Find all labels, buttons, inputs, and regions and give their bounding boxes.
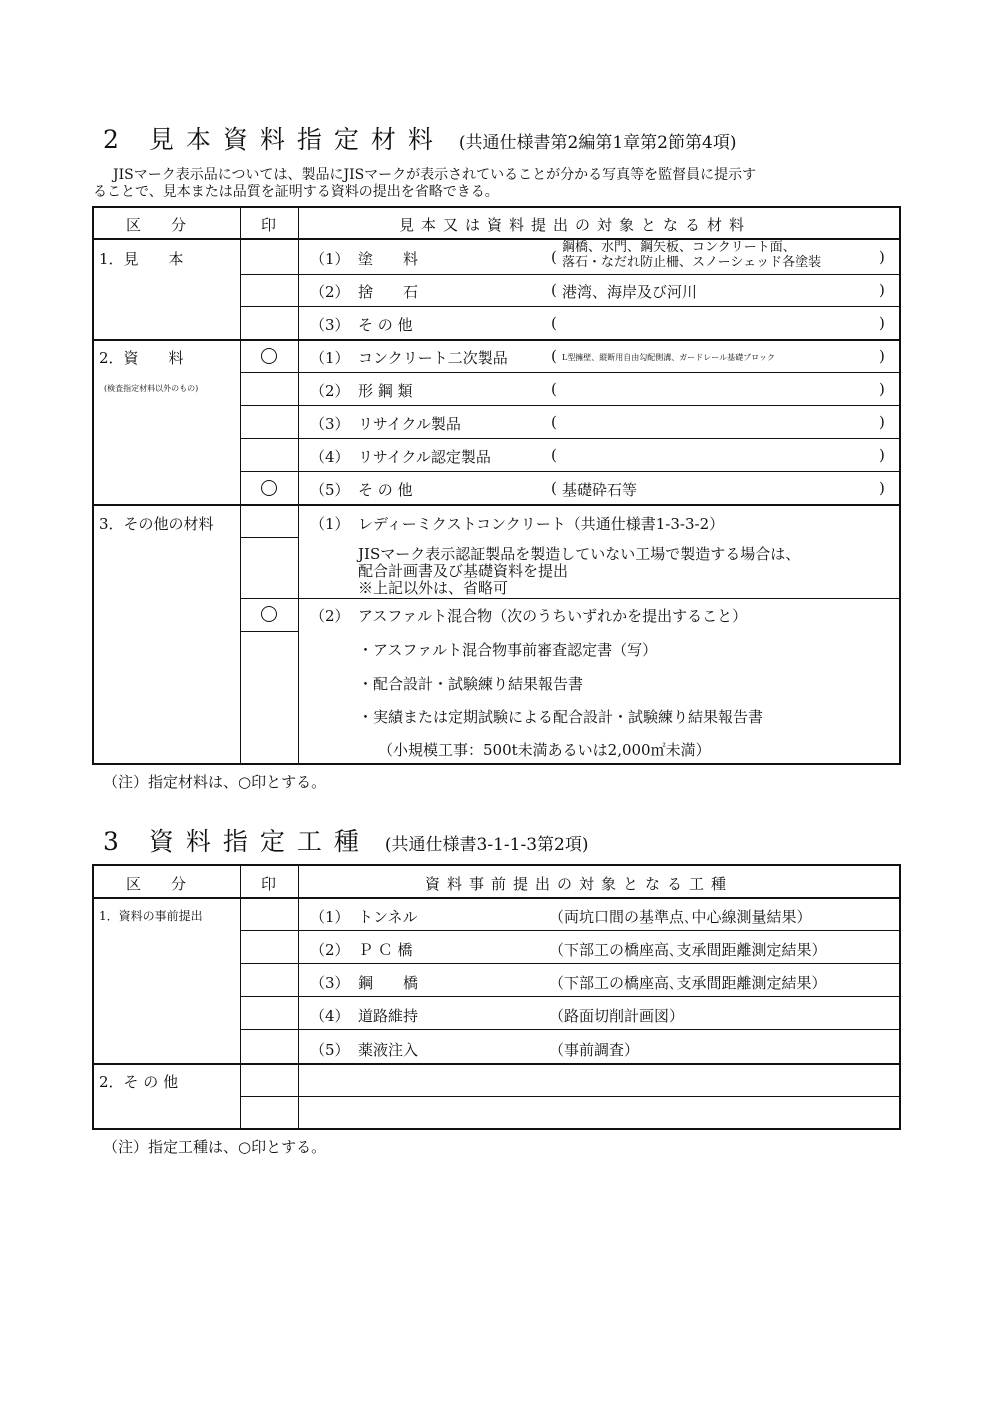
paren-right: ) [879,281,885,299]
row-number: （1） [310,349,350,367]
row-number: （2） [310,607,350,625]
circle-mark-icon [261,606,277,622]
section3-footnote: （注）指定工種は、○印とする。 [103,1138,327,1156]
paren-right: ) [879,314,885,332]
paren-left: ( [551,248,557,266]
row-number: （3） [310,316,350,334]
row-label: アスファルト混合物（次のうちいずれかを提出すること） [358,607,748,625]
bullet-item: ・実績または定期試験による配合設計・試験練り結果報告書 [358,708,764,726]
row-detail: 基礎砕石等 [562,481,638,499]
section2-title: 見本資料指定材料 [148,125,445,154]
row-number: （4） [310,448,350,466]
paren-left: ( [551,347,557,365]
group-mihon: 1．見 本 [99,250,184,268]
section2-number: 2 [103,125,131,154]
circle-mark-icon [261,348,277,364]
paren-left: ( [551,413,557,431]
paren-right: ) [879,380,885,398]
group-shiryo-sub: (検査指定材料以外のもの) [104,384,199,393]
paren-left: ( [551,446,557,464]
group-sonota: 3．その他の材料 [99,515,214,533]
bullet-item: ・アスファルト混合物事前審査認定書（写） [358,641,658,659]
paren-left: ( [551,281,557,299]
paren-left: ( [551,479,557,497]
bullet-note: （小規模工事：500t未満あるいは2,000㎡未満） [378,741,711,759]
paren-right: ) [879,446,885,464]
row-desc-line1: JISマーク表示認証製品を製造していない工場で製造する場合は、 [358,545,801,563]
row-number: （1） [310,908,350,926]
row-label: 形 鋼 類 [358,382,413,400]
row-label: リサイクル認定製品 [358,448,491,466]
section2-intro-line2: ることで、見本または品質を証明する資料の提出を省略できる。 [93,184,499,200]
row-label: レディーミクストコンクリート（共通仕様書1-3-3-2） [358,515,725,533]
row-detail: （下部工の橋座高､支承間距離測定結果） [549,974,827,992]
row-desc-line2: 配合計画書及び基礎資料を提出 [358,562,569,580]
paren-right: ) [879,413,885,431]
header-kubun: 区 分 [126,216,187,234]
group-jizen: 1．資料の事前提出 [99,909,203,923]
section3-title: 資料指定工種 [148,827,371,856]
row-number: （2） [310,283,350,301]
header-in: 印 [261,216,277,234]
header-target: 見本又は資料提出の対象となる材料 [399,216,752,234]
row-detail: （下部工の橋座高､支承間距離測定結果） [549,941,827,959]
row-detail-line1: 鋼橋、水門、鋼矢板、コンクリート面、 [562,240,796,255]
section2-footnote: （注）指定材料は、○印とする。 [103,773,327,791]
paren-left: ( [551,314,557,332]
group-shiryo: 2．資 料 [99,349,184,367]
row-detail: （両坑口間の基準点､中心線測量結果） [549,908,812,926]
row-detail: 港湾、海岸及び河川 [562,283,698,301]
circle-mark-icon [261,480,277,496]
row-number: （1） [310,250,350,268]
row-label: 道路維持 [358,1007,419,1025]
row-desc-line3: ※上記以外は、省略可 [358,579,509,597]
row-label: Ｐ Ｃ 橋 [358,941,413,959]
row-label: 薬液注入 [358,1041,419,1059]
section3-reference: (共通仕様書3-1-1-3第2項) [384,835,589,855]
paren-right: ) [879,479,885,497]
section2-heading [103,120,736,156]
bullet-item: ・配合設計・試験練り結果報告書 [358,675,584,693]
row-number: （2） [310,941,350,959]
row-number: （3） [310,974,350,992]
row-number: （4） [310,1007,350,1025]
row-number: （5） [310,481,350,499]
section2-intro-line1: JISマーク表示品については、製品にJISマークが表示されていることが分かる写真等を監督員に提示す [113,167,757,183]
row-label: そ の 他 [358,481,413,499]
row-label: 鋼 橋 [358,974,419,992]
row-number: （3） [310,415,350,433]
section3-number: 3 [103,827,131,856]
paren-right: ) [879,248,885,266]
row-label: トンネル [358,908,418,926]
row-label: リサイクル製品 [358,415,461,433]
row-label: そ の 他 [358,316,413,334]
section3-heading [103,822,589,858]
row-number: （5） [310,1041,350,1059]
row-label: 塗 料 [358,250,419,268]
row-detail: L型擁壁、縦断用自由勾配側溝、ガードレール基礎ブロック [562,353,775,362]
group-sonota: 2．そ の 他 [99,1073,179,1091]
paren-left: ( [551,380,557,398]
paren-right: ) [879,347,885,365]
header-target: 資料事前提出の対象となる工種 [425,875,734,893]
row-detail-line2: 落石・なだれ防止柵、スノーシェッド各塗装 [562,255,822,270]
row-detail: （路面切削計画図） [549,1007,685,1025]
row-number: （1） [310,515,350,533]
row-number: （2） [310,382,350,400]
row-label: 捨 石 [358,283,419,301]
row-detail: （事前調査） [549,1041,640,1059]
header-in: 印 [261,875,277,893]
header-kubun: 区 分 [126,875,187,893]
section2-reference: (共通仕様書第2編第1章第2節第4項) [458,133,737,153]
row-label: コンクリート二次製品 [358,349,508,367]
